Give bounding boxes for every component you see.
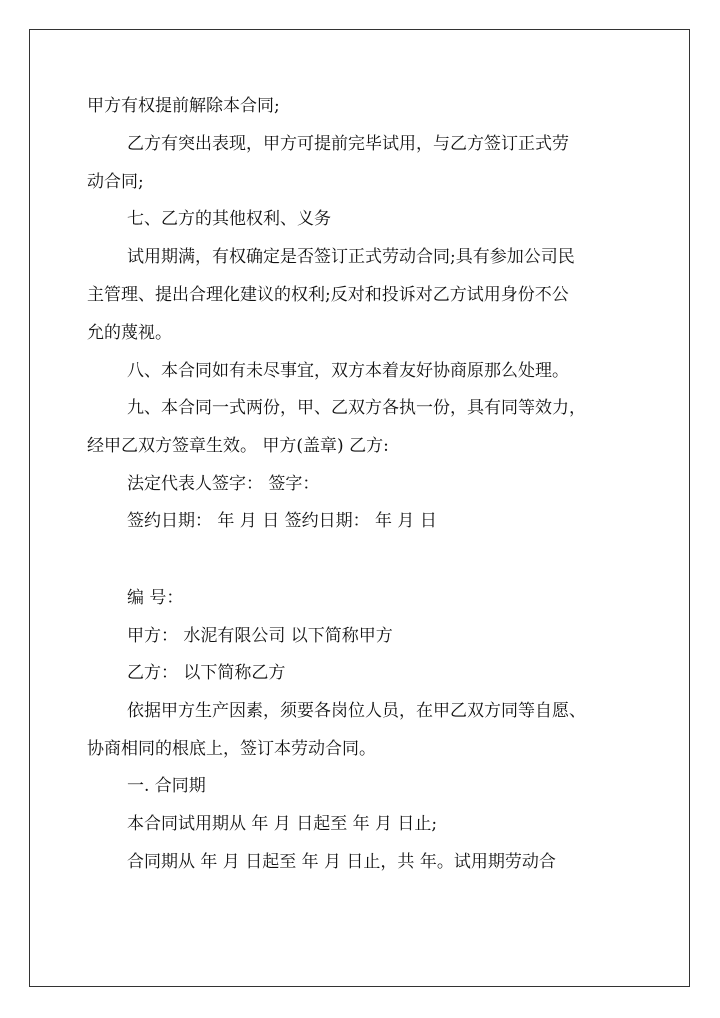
text-line: 本合同试用期从 年 月 日起至 年 月 日止; (127, 814, 438, 834)
text-line: 乙方有突出表现，甲方可提前完毕试用，与乙方签订正式劳 (127, 134, 569, 154)
text-line: 合同期从 年 月 日起至 年 月 日止，共 年。试用期劳动合 (127, 852, 556, 872)
text-line: 允的蔑视。 (87, 323, 172, 343)
text-line: 协商相同的根底上，签订本劳动合同。 (87, 739, 376, 759)
text-line: 经甲乙双方签章生效。 甲方(盖章) 乙方: (87, 436, 389, 456)
party-a-line: 甲方： 水泥有限公司 以下简称甲方 (127, 626, 393, 646)
section-heading: 九、本合同一式两份，甲、乙双方各执一份，具有同等效力， (127, 398, 586, 418)
text-line: 试用期满，有权确定是否签订正式劳动合同;具有参加公司民 (127, 247, 575, 267)
text-line: 动合同; (87, 172, 144, 192)
date-line: 签约日期： 年 月 日 签约日期： 年 月 日 (127, 511, 437, 531)
signature-line: 法定代表人签字： 签字： (127, 474, 320, 494)
text-line: 甲方有权提前解除本合同; (87, 96, 280, 116)
contract-number: 编 号： (127, 588, 184, 608)
text-line: 依据甲方生产因素，须要各岗位人员，在甲乙双方同等自愿、 (127, 701, 586, 721)
text-line: 主管理、提出合理化建议的权利;反对和投诉对乙方试用身份不公 (87, 285, 569, 305)
party-b-line: 乙方： 以下简称乙方 (127, 663, 286, 683)
section-heading: 七、乙方的其他权利、义务 (127, 209, 331, 229)
section-heading: 八、本合同如有未尽事宜，双方本着友好协商原那么处理。 (127, 361, 569, 381)
section-heading: 一. 合同期 (127, 776, 206, 796)
